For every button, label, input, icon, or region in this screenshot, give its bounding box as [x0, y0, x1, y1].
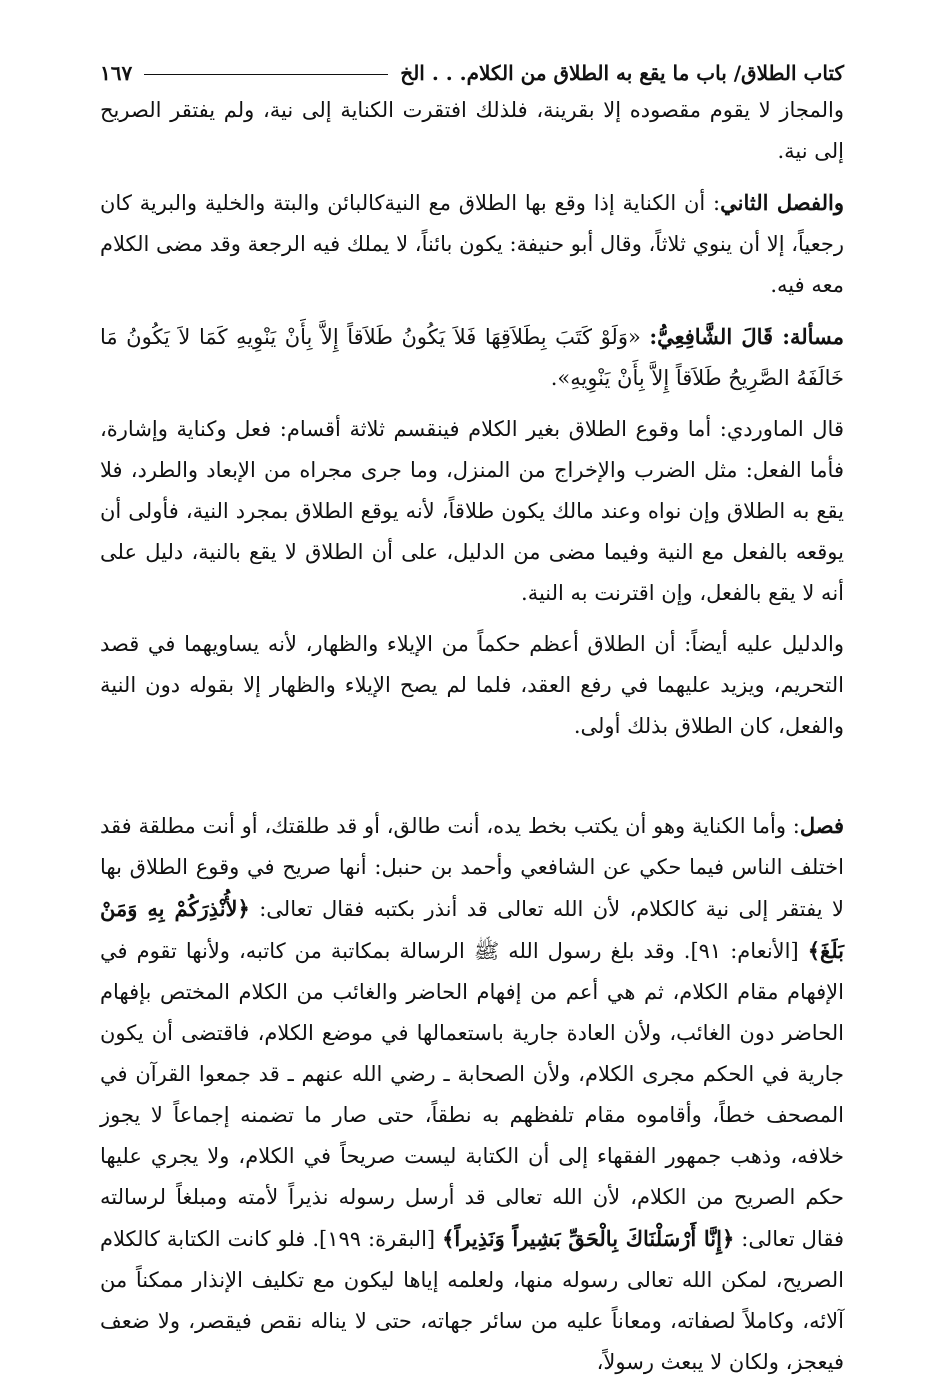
paragraph-6-text-c: [البقرة: ١٩٩]. فلو كانت الكتابة كالكلام الصريح، لمكن الله تعالى رسوله منها، ولعلمه إياها ليكون مع تكليف الإنذار ممكناً من آلائه، وكاملاً لصفاته، ومعاناً عليه من سائر جهاته، حتى لا يناله نقص فيقصر، ولا ضعف فيعجز، ولكان لا يبعث رسولاً، — [100, 1227, 844, 1374]
fasl-label: فصل — [799, 813, 844, 838]
header-rule — [144, 74, 388, 75]
chapter-title: كتاب الطلاق/ باب ما يقع به الطلاق من الكلام. . . الخ — [400, 61, 844, 85]
paragraph-4 — [100, 409, 844, 614]
masala-label: مسألة: قَالَ الشَّافِعِيُّ: — [649, 324, 844, 349]
paragraph-6 — [100, 805, 844, 1383]
section-label: والفصل الثاني — [720, 190, 844, 215]
paragraph-2 — [100, 182, 844, 306]
paragraph-4-text: قال الماوردي: أما وقوع الطلاق بغير الكلام فينقسم ثلاثة أقسام: فعل وكناية وإشارة، فأما الفعل: مثل الضرب والإخراج من المنزل، وما جرى مجراه من الإبعاد والطرد، فلا يقع به الطلاق وإن نواه وعند مالك يكون طلاقاً، لأنه يوقع الطلاق بمجرد النية، فأولى أن يوقعه بالفعل مع النية وفيما مضى من الدليل، على أن الطلاق لا يقع بالنية، دليل على أنه لا يقع بالفعل، وإن اقترنت به النية. — [100, 417, 844, 605]
paragraph-2-text: : أن الكناية إذا وقع بها الطلاق مع النيةكالبائن والبتة والخلية والبرية كان رجعياً، إلا أن ينوي ثلاثاً، وقال أبو حنيفة: يكون بائناً، لا يملك فيه الرجعة وقد مضى الكلام معه فيه. — [100, 191, 844, 297]
book-page — [100, 56, 844, 1383]
paragraph-6-text-b: [الأنعام: ٩١]. وقد بلغ رسول الله ﷺ الرسالة بمكاتبة من كاتبه، ولأنها تقوم في الإفهام مقام الكلام، ثم هي أعم من إفهام الحاضر والغائب من الكلام المختص بإفهام الحاضر دون الغائب، ولأن العادة جارية باستعمالها في موضع الكلام، فاقتضى أن يكون جارية في الحكم مجرى الكلام، ولأن الصحابة ـ رضي الله عنهم ـ قد جمعوا القرآن في المصحف خطاً، وأقاموه مقام تلفظهم به نطقاً، حتى صار ما تضمنه إجماعاً لا يجوز خلافه، وذهب جمهور الفقهاء إلى أن الكتابة ليست صريحاً في الكلام، ولا يجري عليها حكم الصريح من الكلام، لأن الله تعالى قد أرسل رسوله نذيراً لأمته ومبلغاً لرسالته فقال تعالى: — [100, 939, 844, 1251]
paragraph-6-text-a: : وأما الكناية وهو أن يكتب بخط يده، أنت طالق، أو قد طلقتك، أو أنت مطلقة فقد اختلف الناس فيما حكي عن الشافعي وأحمد بن حنبل: أنها صريح في وقوع الطلاق بها لا يفتقر إلى نية كالكلام، لأن الله تعالى قد أنذر بكتبه فقال تعالى: — [100, 814, 844, 921]
page-number: ١٦٧ — [100, 61, 133, 85]
section-gap — [100, 757, 844, 805]
quran-verse-2: ﴿إِنَّا أَرْسَلْنَاكَ بِالْحَقِّ بَشِيراً وَنَذِيراً﴾ — [442, 1226, 735, 1251]
paragraph-1 — [100, 90, 844, 172]
paragraph-3 — [100, 316, 844, 399]
paragraph-5 — [100, 624, 844, 747]
paragraph-5-text: والدليل عليه أيضاً: أن الطلاق أعظم حكماً من الإيلاء والظهار، لأنه يساويهما في قصد التحريم، ويزيد عليهما في رفع العقد، فلما لم يصح الإيلاء والظهار إلا بقوله دون النية والفعل، كان الطلاق بذلك أولى. — [100, 632, 844, 738]
paragraph-1-text: والمجاز لا يقوم مقصوده إلا بقرينة، فلذلك افتقرت الكناية إلى نية، ولم يفتقر الصريح إلى نية. — [100, 98, 845, 163]
running-header — [100, 56, 844, 90]
quran-verse-1: ﴿لأُنْذِرَكُمْ بِهِ وَمَنْ بَلَغَ﴾ — [100, 896, 844, 963]
paragraph-3-text: «وَلَوْ كَتَبَ بِطَلاَقِهَا فَلاَ يَكُونُ طَلاَقاً إِلاَّ بِأَنْ يَنْوِيهِ كَمَا لاَ يَكُونُ مَا خَالَفَهُ الصَّرِيحُ طَلاَقاً إِلاَّ بِأَنْ يَنْوِيهِ». — [100, 325, 844, 390]
